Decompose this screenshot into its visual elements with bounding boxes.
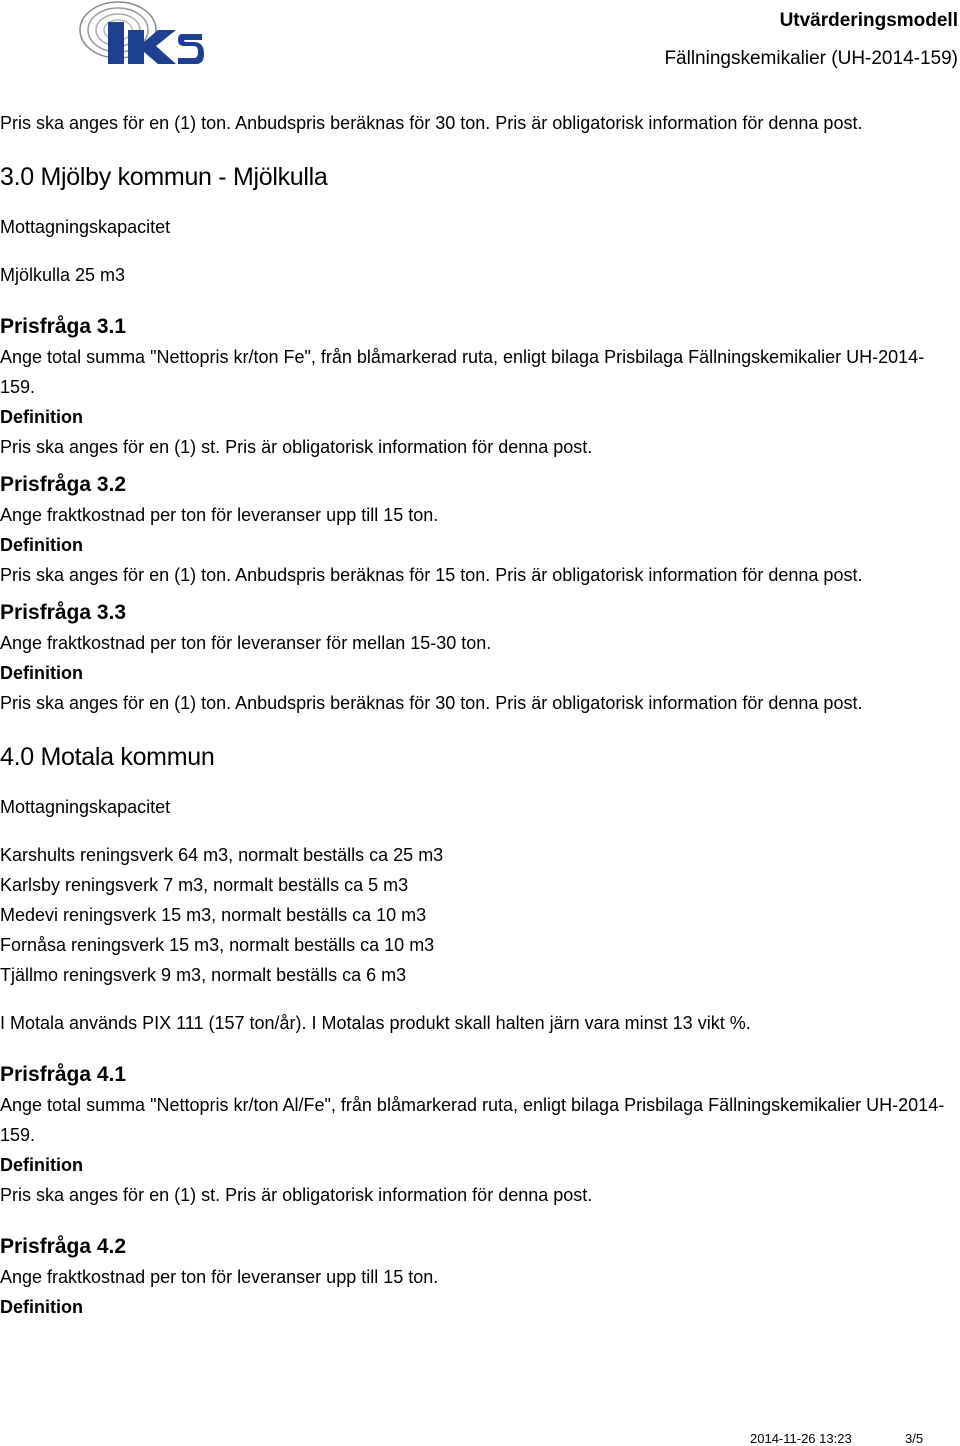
question-title: Prisfråga 3.2 — [0, 473, 127, 496]
price-question-4-2 — [0, 1232, 960, 1322]
list-item: Karlsby reningsverk 7 m3, normalt beställs ca 5 m3 — [0, 875, 409, 895]
document-body — [0, 108, 960, 1322]
question-text: Ange fraktkostnad per ton för leveranser upp till 15 ton. — [0, 505, 439, 525]
definition-label: Definition — [0, 535, 83, 555]
iks-logo — [78, 0, 204, 68]
list-item: Medevi reningsverk 15 m3, normalt beställs ca 10 m3 — [0, 905, 427, 925]
definition-label: Definition — [0, 1297, 83, 1317]
question-text: Ange total summa "Nettopris kr/ton Al/Fe", från blåmarkerad ruta, enligt bilaga Prisbilaga Fällningskemikalier UH-2014-159. — [0, 1095, 945, 1145]
section-4-heading: 4.0 Motala kommun — [0, 743, 215, 771]
motala-note: I Motala används PIX 111 (157 ton/år). I Motalas produkt skall halten järn vara minst 13 vikt %. — [0, 1013, 751, 1033]
list-item: Tjällmo reningsverk 9 m3, normalt beställs ca 6 m3 — [0, 965, 407, 985]
question-title: Prisfråga 3.3 — [0, 601, 127, 624]
question-title: Prisfråga 3.1 — [0, 315, 127, 338]
definition-label: Definition — [0, 407, 83, 427]
definition-text: Pris ska anges för en (1) ton. Anbudspris beräknas för 30 ton. Pris är obligatorisk information för denna post. — [0, 693, 863, 713]
list-item: Fornåsa reningsverk 15 m3, normalt beställs ca 10 m3 — [0, 935, 435, 955]
price-question-3-3 — [0, 598, 960, 718]
treatment-plant-list — [0, 840, 960, 990]
footer-page-number: 3/5 — [905, 1431, 924, 1446]
price-question-3-2 — [0, 470, 960, 590]
definition-text: Pris ska anges för en (1) ton. Anbudspris beräknas för 15 ton. Pris är obligatorisk information för denna post. — [0, 565, 863, 585]
price-question-3-1 — [0, 312, 960, 462]
logo-graphic — [78, 0, 204, 68]
section-4-capacity-label: Mottagningskapacitet — [0, 797, 171, 817]
question-text: Ange fraktkostnad per ton för leveranser upp till 15 ton. — [0, 1267, 439, 1287]
definition-label: Definition — [0, 1155, 83, 1175]
definition-text: Pris ska anges för en (1) st. Pris är obligatorisk information för denna post. — [0, 437, 593, 457]
question-text: Ange fraktkostnad per ton för leveranser för mellan 15-30 ton. — [0, 633, 492, 653]
footer-timestamp: 2014-11-26 13:23 — [750, 1431, 852, 1446]
list-item: Karshults reningsverk 64 m3, normalt beställs ca 25 m3 — [0, 845, 444, 865]
section-3-capacity-text: Mjölkulla 25 m3 — [0, 265, 126, 285]
question-title: Prisfråga 4.1 — [0, 1063, 127, 1086]
document-title: Utvärderingsmodell — [779, 10, 958, 31]
intro-definition-text: Pris ska anges för en (1) ton. Anbudspris beräknas för 30 ton. Pris är obligatorisk information för denna post. — [0, 113, 863, 133]
definition-label: Definition — [0, 663, 83, 683]
question-text: Ange total summa "Nettopris kr/ton Fe", från blåmarkerad ruta, enligt bilaga Prisbilaga Fällningskemikalier UH-2014-159. — [0, 347, 925, 397]
question-title: Prisfråga 4.2 — [0, 1235, 127, 1258]
definition-text: Pris ska anges för en (1) st. Pris är obligatorisk information för denna post. — [0, 1185, 593, 1205]
section-3-capacity-label: Mottagningskapacitet — [0, 217, 171, 237]
section-3-heading: 3.0 Mjölby kommun - Mjölkulla — [0, 163, 328, 191]
price-question-4-1 — [0, 1060, 960, 1210]
document-subtitle: Fällningskemikalier (UH-2014-159) — [664, 48, 958, 69]
